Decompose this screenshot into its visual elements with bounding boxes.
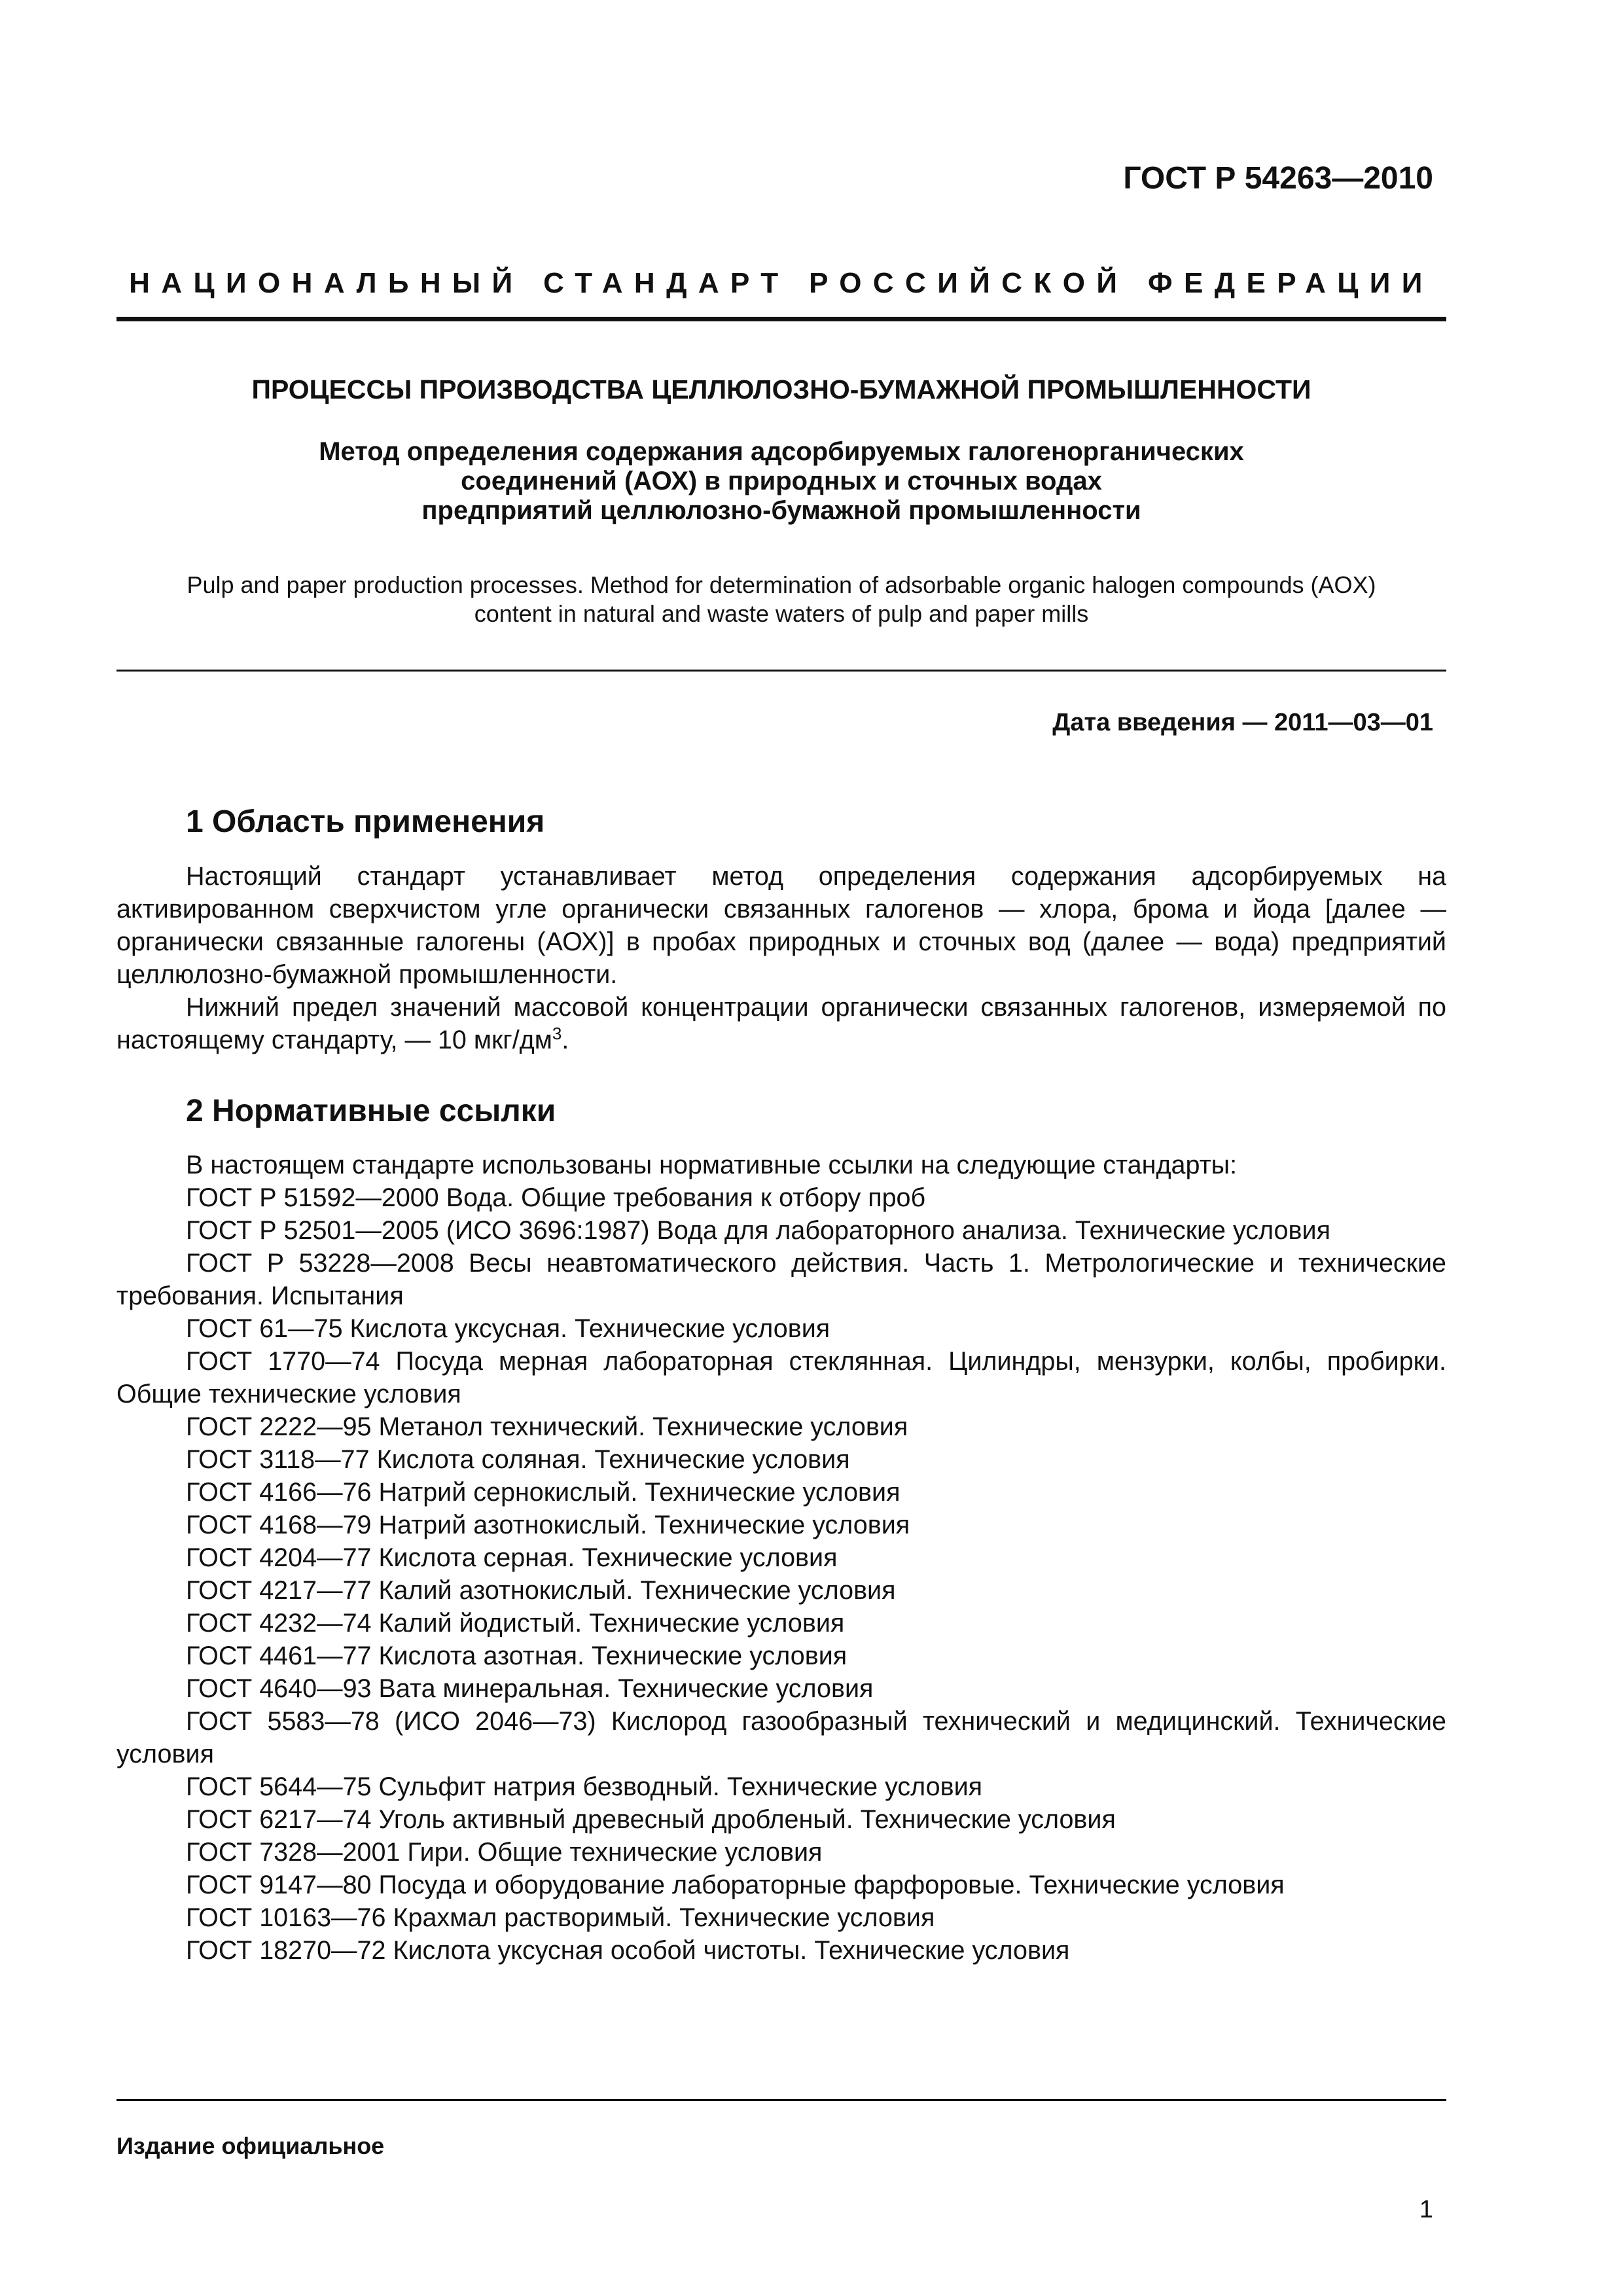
reference-item: ГОСТ 4204—77 Кислота серная. Технические условия	[186, 1543, 838, 1572]
header-rule	[116, 317, 1446, 321]
reference-item: ГОСТ 7328—2001 Гири. Общие технические условия	[186, 1838, 823, 1867]
standard-title: ПРОЦЕССЫ ПРОИЗВОДСТВА ЦЕЛЛЮЛОЗНО-БУМАЖНОЙ ПРОМЫШЛЕННОСТИ	[251, 374, 1311, 404]
reference-item: ГОСТ 10163—76 Крахмал растворимый. Технические условия	[186, 1903, 935, 1932]
section-heading-scope: 1 Область применения	[186, 804, 545, 839]
reference-item: ГОСТ 5583—78 (ИСО 2046—73) Кислород газообразный технический и медицинский. Технические условия	[116, 1707, 1446, 1768]
superscript: 3	[552, 1023, 562, 1043]
subtitle-line: соединений (АОХ) в природных и сточных водах	[461, 467, 1102, 495]
section-scope-body	[116, 860, 1446, 1056]
reference-item: ГОСТ 6217—74 Уголь активный древесный дробленый. Технические условия	[186, 1805, 1116, 1834]
subtitle-line: предприятий целлюлозно-бумажной промышленности	[421, 496, 1141, 525]
reference-item: ГОСТ 5644—75 Сульфит натрия безводный. Технические условия	[186, 1772, 983, 1801]
references-intro: В настоящем стандарте использованы нормативные ссылки на следующие стандарты:	[186, 1151, 1238, 1179]
subtitle-line: Метод определения содержания адсорбируемых галогенорганических	[319, 437, 1244, 466]
reference-item: ГОСТ 4640—93 Вата минеральная. Технические условия	[186, 1674, 874, 1703]
edition-label: Издание официальное	[116, 2132, 385, 2159]
reference-item: ГОСТ 4217—77 Калий азотнокислый. Технические условия	[186, 1576, 896, 1605]
page-number: 1	[1419, 2196, 1433, 2223]
document-code: ГОСТ Р 54263—2010	[1123, 161, 1433, 196]
english-title-line: Pulp and paper production processes. Method for determination of adsorbable organic halogen compounds (AOX)	[187, 571, 1376, 598]
english-title	[116, 571, 1446, 628]
reference-item: ГОСТ 61—75 Кислота уксусная. Технические условия	[186, 1314, 830, 1343]
references-list	[116, 1149, 1446, 1967]
standard-subtitle	[116, 437, 1446, 526]
paragraph: Настоящий стандарт устанавливает метод определения содержания адсорбируемых на активированном сверхчистом угле органически связанных галогенов — хлора, брома и йода [далее — органически связанные галогены (АОХ)] в пробах природных и сточных вод (далее — вода) предприятий целлюлозно-бумажной промышленности.	[116, 862, 1446, 989]
reference-item: ГОСТ 4461—77 Кислота азотная. Технические условия	[186, 1641, 847, 1670]
english-title-line: content in natural and waste waters of pulp and paper mills	[474, 600, 1089, 627]
reference-item: ГОСТ 18270—72 Кислота уксусная особой чистоты. Технические условия	[186, 1936, 1070, 1965]
title-rule	[116, 670, 1446, 672]
reference-item: ГОСТ 4232—74 Калий йодистый. Технические условия	[186, 1609, 845, 1638]
paragraph-text: Нижний предел значений массовой концентрации органически связанных галогенов, измеряемой по настоящему стандарту, — 10 мкг/дм	[116, 993, 1446, 1054]
reference-item: ГОСТ Р 52501—2005 (ИСО 3696:1987) Вода для лабораторного анализа. Технические условия	[186, 1216, 1330, 1245]
paragraph	[116, 991, 1446, 1056]
reference-item: ГОСТ 3118—77 Кислота соляная. Технические условия	[186, 1445, 850, 1474]
introduction-date: Дата введения — 2011—03—01	[1052, 709, 1433, 736]
national-standard-banner: НАЦИОНАЛЬНЫЙ СТАНДАРТ РОССИЙСКОЙ ФЕДЕРАЦИИ	[129, 267, 1434, 299]
paragraph-end: .	[562, 1026, 569, 1054]
reference-item: ГОСТ 2222—95 Метанол технический. Технические условия	[186, 1412, 908, 1441]
reference-item: ГОСТ Р 53228—2008 Весы неавтоматического действия. Часть 1. Метрологические и технические требования. Испытания	[116, 1249, 1446, 1310]
footer-rule	[116, 2099, 1446, 2101]
section-heading-references: 2 Нормативные ссылки	[186, 1094, 556, 1128]
reference-item: ГОСТ 1770—74 Посуда мерная лабораторная стеклянная. Цилиндры, мензурки, колбы, пробирки. Общие технические условия	[116, 1347, 1446, 1408]
reference-item: ГОСТ Р 51592—2000 Вода. Общие требования к отбору проб	[186, 1183, 926, 1212]
reference-item: ГОСТ 4168—79 Натрий азотнокислый. Технические условия	[186, 1511, 910, 1539]
reference-item: ГОСТ 4166—76 Натрий сернокислый. Технические условия	[186, 1478, 901, 1507]
reference-item: ГОСТ 9147—80 Посуда и оборудование лабораторные фарфоровые. Технические условия	[186, 1871, 1285, 1899]
